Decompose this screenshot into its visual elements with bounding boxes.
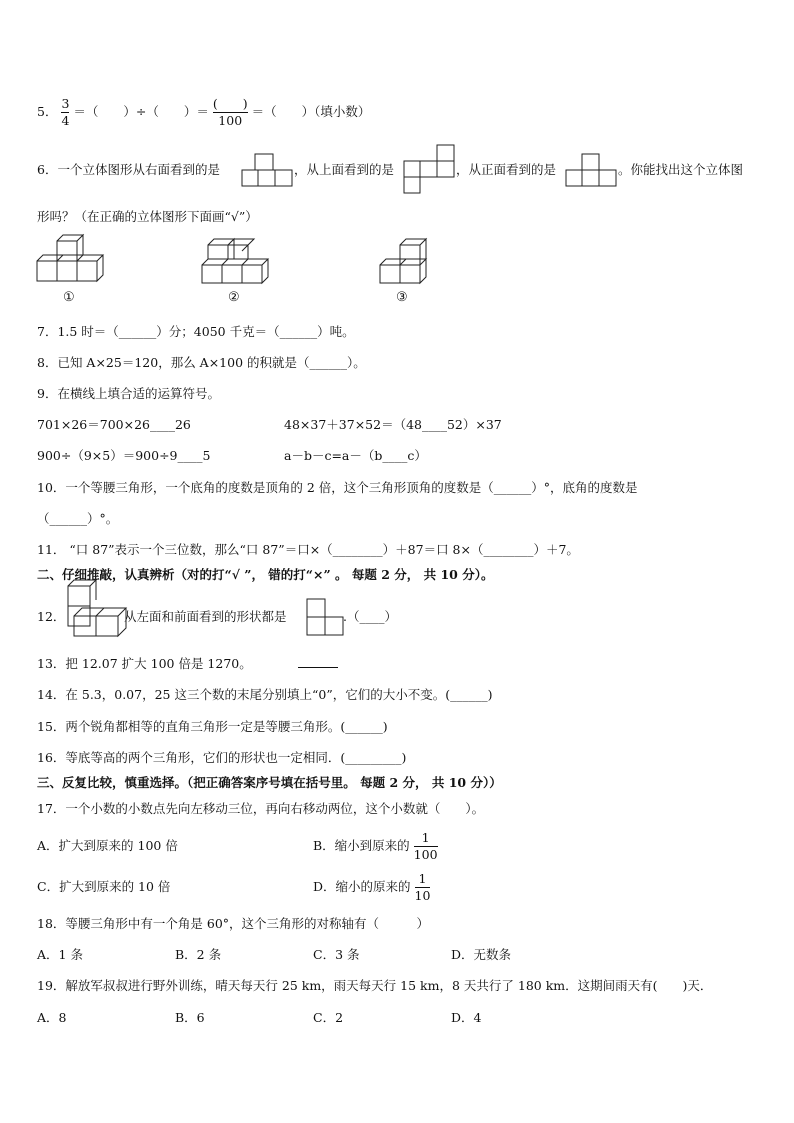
cube-figure-2	[202, 238, 272, 286]
right-view-icon	[241, 153, 293, 187]
option-3-label: ③	[396, 290, 408, 305]
question-10-line-1: 10．一个等腰三角形，一个底角的度数是顶角的 2 倍，这个三角形顶角的度数是（______）°，底角的度数是	[37, 480, 638, 495]
q17-option-a: A．扩大到原来的 100 倍	[37, 838, 178, 853]
option-2-label: ②	[228, 290, 240, 305]
q18-option-d: D．无数条	[451, 947, 512, 962]
q18-option-a: A．1 条	[37, 947, 83, 962]
q6-text-3: ，从正面看到的是	[456, 162, 557, 177]
q6-text-2: ，从上面看到的是	[294, 162, 395, 177]
q19-option-d: D．4	[451, 1010, 482, 1025]
question-9-d: a－b－c=a－（b____c）	[284, 448, 427, 463]
q5-fraction-100: $\frac{( )}{100}$	[212, 96, 248, 128]
q12-answer: .（____）	[343, 609, 397, 624]
question-8: 8．已知 A×25＝120，那么 A×100 的积就是（______）。	[37, 355, 366, 370]
question-9-c: 900÷（9×5）＝900÷9____5	[37, 448, 211, 463]
q19-option-a: A．8	[37, 1010, 67, 1025]
q6-text-4: 。你能找出这个立体图	[618, 162, 744, 177]
question-19: 19．解放军叔叔进行野外训练，晴天每天行 25 km，雨天每天行 15 km，8 天共行了 180 km．这期间雨天有( )天．	[37, 978, 713, 993]
q6-text-5: 形吗？（在正确的立体图形下面画“√”）	[37, 209, 258, 224]
question-18: 18．等腰三角形中有一个角是 60°，这个三角形的对称轴有（ ）	[37, 916, 430, 931]
q19-option-b: B．6	[175, 1010, 205, 1025]
q17-option-b: B．缩小到原来的 $\frac{1}{100}$	[313, 830, 438, 862]
question-16: 16．等底等高的两个三角形，它们的形状也一定相同．(_________)	[37, 750, 407, 765]
top-view-icon	[403, 144, 455, 194]
question-11: 11． “口 87”表示一个三位数，那么“口 87”＝口×（________）＋87＝口 8×（________）＋7。	[37, 542, 579, 557]
q13-answer-blank	[298, 667, 338, 668]
cube-stack-icon	[64, 584, 126, 638]
q19-option-c: C．2	[313, 1010, 344, 1025]
question-9-title: 9．在横线上填合适的运算符号。	[37, 386, 220, 401]
q5-tail: ＝（ ）（填小数）	[251, 104, 371, 119]
question-9-a: 701×26＝700×26____26	[37, 417, 191, 432]
question-9-b: 48×37＋37×52＝（48____52）×37	[284, 417, 502, 432]
section-3-heading: 三、反复比较，慎重选择。（把正确答案序号填在括号里。 每题 2 分， 共 10 分））	[37, 775, 502, 790]
q5-middle: ＝（ ）÷（ ）＝	[73, 104, 209, 119]
q17-d-fraction: $\frac{1}{10}$	[414, 871, 431, 903]
q12-text: 从左面和前面看到的形状都是	[124, 609, 287, 624]
question-15: 15．两个锐角都相等的直角三角形一定是等腰三角形。(______)	[37, 719, 388, 734]
q17-option-d: D．缩小的原来的 $\frac{1}{10}$	[313, 871, 431, 903]
cube-figure-1	[37, 238, 103, 286]
q5-number: 5．	[37, 104, 58, 119]
question-10-line-2: （______）°。	[37, 511, 119, 526]
q12-number: 12．	[37, 609, 66, 624]
question-14: 14．在 5.3，0.07，25 这三个数的末尾分别填上“0”，它们的大小不变。(______)	[37, 687, 493, 702]
q18-option-b: B．2 条	[175, 947, 222, 962]
question-17: 17．一个小数的小数点先向左移动三位，再向右移动两位，这个小数就（ ）。	[37, 801, 485, 816]
q17-b-fraction: $\frac{1}{100}$	[413, 830, 438, 862]
question-5	[37, 97, 370, 128]
question-13: 13．把 12.07 扩大 100 倍是 1270。	[37, 656, 252, 671]
question-7: 7．1.5 时＝（______）分；4050 千克＝（______）吨。	[37, 324, 355, 339]
q6-text-1: 6．一个立体图形从右面看到的是	[37, 162, 220, 177]
q18-option-c: C．3 条	[313, 947, 360, 962]
section-2-heading: 二、仔细推敲，认真辨析（对的打“√ ”， 错的打“×” 。 每题 2 分， 共 10 分）。	[37, 567, 494, 582]
front-view-icon	[565, 153, 617, 187]
q17-option-c: C．扩大到原来的 10 倍	[37, 879, 171, 894]
q5-fraction-3-4: $\frac{3}{4}$	[61, 96, 70, 128]
option-1-label: ①	[63, 290, 75, 305]
front-left-view-icon	[306, 598, 344, 636]
cube-figure-3	[380, 240, 428, 286]
